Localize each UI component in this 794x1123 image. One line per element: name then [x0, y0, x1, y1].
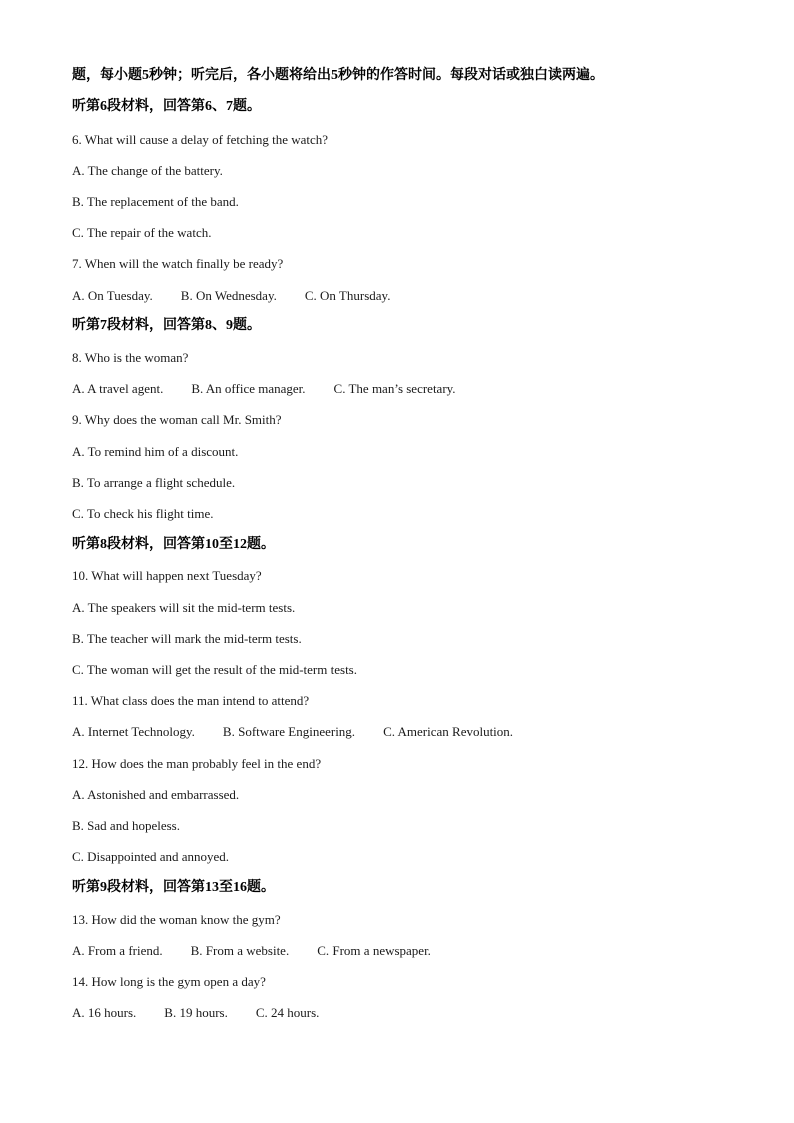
options-7: [72, 288, 390, 304]
options-8: [72, 381, 456, 397]
option-11b: B. Software Engineering.: [222, 724, 356, 739]
section-heading: 听第8段材料，回答第10至12题。: [72, 537, 275, 552]
option-6b: B. The replacement of the band.: [72, 194, 239, 209]
option-8a: A. A travel agent.: [72, 381, 164, 396]
instruction-text: 题，每小题5秒钟；听完后，各小题将给出5秒钟的作答时间。每段对话或独白读两遍。: [72, 68, 604, 83]
option-12a: A. Astonished and embarrassed.: [72, 787, 240, 802]
section-heading: 听第7段材料，回答第8、9题。: [72, 318, 261, 333]
option-10b: B. The teacher will mark the mid-term tests.: [72, 631, 302, 646]
section-heading: 听第9段材料，回答第13至16题。: [72, 880, 275, 895]
question-14: 14. How long is the gym open a day?: [72, 974, 266, 989]
option-6a: A. The change of the battery.: [72, 163, 223, 178]
option-13a: A. From a friend.: [72, 943, 163, 958]
option-9b: B. To arrange a flight schedule.: [72, 475, 236, 490]
option-9a: A. To remind him of a discount.: [72, 444, 239, 459]
option-12b: B. Sad and hopeless.: [72, 818, 180, 833]
option-14a: A. 16 hours.: [72, 1005, 137, 1020]
option-6c: C. The repair of the watch.: [72, 225, 212, 240]
option-13c: C. From a newspaper.: [317, 943, 431, 958]
question-8: 8. Who is the woman?: [72, 350, 189, 365]
options-14: [72, 1005, 319, 1021]
option-8b: B. An office manager.: [191, 381, 306, 396]
option-13b: B. From a website.: [190, 943, 290, 958]
question-12: 12. How does the man probably feel in the end?: [72, 756, 322, 771]
options-13: [72, 943, 431, 959]
option-10a: A. The speakers will sit the mid-term tests.: [72, 600, 296, 615]
question-13: 13. How did the woman know the gym?: [72, 912, 281, 927]
option-10c: C. The woman will get the result of the mid-term tests.: [72, 662, 357, 677]
option-7a: A. On Tuesday.: [72, 288, 153, 303]
option-12c: C. Disappointed and annoyed.: [72, 849, 230, 864]
option-14c: C. 24 hours.: [255, 1005, 320, 1020]
question-6: 6. What will cause a delay of fetching the watch?: [72, 132, 329, 147]
option-11a: A. Internet Technology.: [72, 724, 195, 739]
option-11c: C. American Revolution.: [383, 724, 514, 739]
question-7: 7. When will the watch finally be ready?: [72, 256, 284, 271]
options-11: [72, 724, 513, 740]
option-8c: C. The man’s secretary.: [333, 381, 456, 396]
option-7b: B. On Wednesday.: [180, 288, 277, 303]
option-9c: C. To check his flight time.: [72, 506, 214, 521]
question-9: 9. Why does the woman call Mr. Smith?: [72, 412, 282, 427]
option-14b: B. 19 hours.: [164, 1005, 228, 1020]
question-10: 10. What will happen next Tuesday?: [72, 568, 262, 583]
section-heading: 听第6段材料，回答第6、7题。: [72, 99, 261, 114]
option-7c: C. On Thursday.: [304, 288, 391, 303]
question-11: 11. What class does the man intend to attend?: [72, 693, 310, 708]
